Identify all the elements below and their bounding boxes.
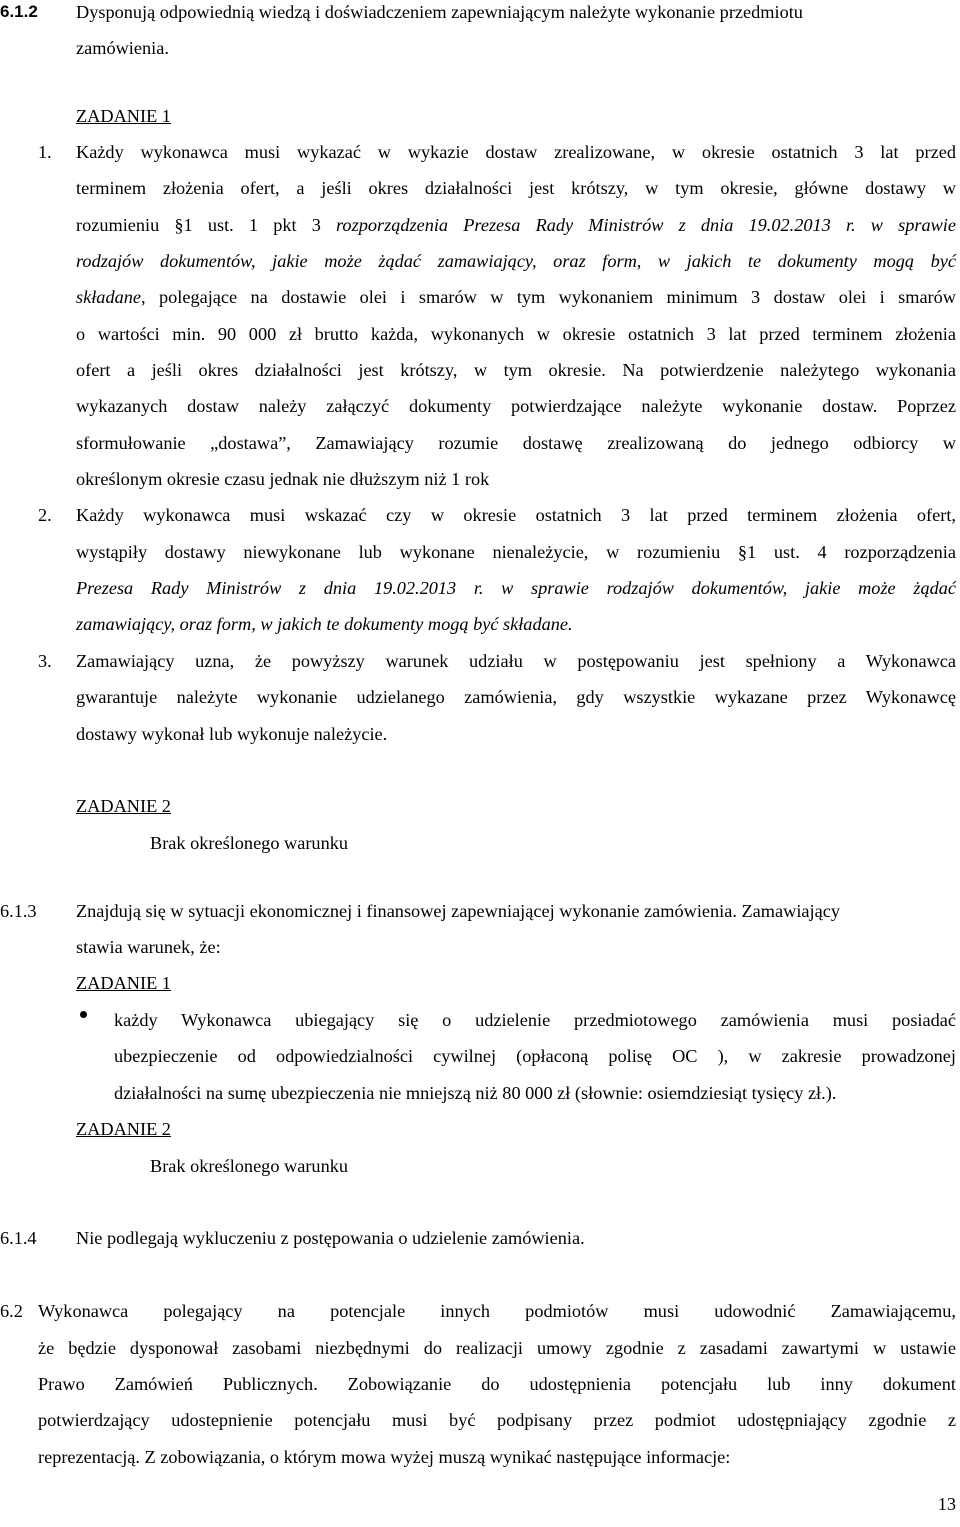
- section-6-2-line-2: że będzie dysponował zasobami niezbędnymi do realizacji umowy zgodnie z zasadami zawartymi w ustawie: [38, 1338, 956, 1358]
- section-6-1-2-line-1: Dysponują odpowiednią wiedzą i doświadczeniem zapewniającym należyte wykonanie przedmiotu: [76, 2, 803, 22]
- item-1-line-4: rodzajów dokumentów, jakie może żądać zamawiający, oraz form, w jakich te dokumenty mogą być: [76, 251, 956, 271]
- bullet-item-line-2: ubezpieczenie od odpowiedzialności cywilnej (opłaconą polisę OC ), w zakresie prowadzonej: [114, 1046, 956, 1066]
- section-6-1-2-line-2: zamówienia.: [76, 38, 169, 58]
- item-2-line-4: zamawiający, oraz form, w jakich te dokumenty mogą być składane.: [76, 614, 573, 634]
- section-6-1-3-line-2: stawia warunek, że:: [76, 937, 221, 957]
- zadanie-1-heading: ZADANIE 1: [76, 106, 171, 126]
- item-1-line-9: sformułowanie „dostawa”, Zamawiający rozumie dostawę zrealizowaną do jednego odbiorcy w: [76, 433, 956, 453]
- item-2-line-3: Prezesa Rady Ministrów z dnia 19.02.2013 r. w sprawie rodzajów dokumentów, jakie może żądać: [76, 578, 956, 598]
- item-2-line-2: wystąpiły dostawy niewykonane lub wykonane nienależycie, w rozumieniu §1 ust. 4 rozporządzenia: [76, 542, 956, 562]
- item-1-line-3: rozumieniu §1 ust. 1 pkt 3 rozporządzenia Prezesa Rady Ministrów z dnia 19.02.2013 r. w sprawie: [76, 215, 956, 235]
- item-3-line-2: gwarantuje należyte wykonanie udzielanego zamówienia, gdy wszystkie wykazane przez Wykonawcę: [76, 687, 956, 707]
- item-1-line-5: składane, polegające na dostawie olei i smarów w tym wykonaniem minimum 3 dostaw olei i smarów: [76, 287, 956, 307]
- zadanie-2-heading: ZADANIE 2: [76, 796, 171, 816]
- list-marker-3: 3.: [38, 651, 52, 671]
- item-1-line-2: terminem złożenia ofert, a jeśli okres działalności jest krótszy, w tym okresie, główne dostawy w: [76, 178, 956, 198]
- list-marker-2: 2.: [38, 505, 52, 525]
- section-6-2-line-5: reprezentacją. Z zobowiązania, o którym mowa wyżej muszą wynikać następujące informacje:: [38, 1447, 731, 1467]
- zadanie-1-heading-2: ZADANIE 1: [76, 973, 171, 993]
- section-number-6-1-4: 6.1.4: [0, 1228, 37, 1248]
- page-number: 13: [937, 1494, 956, 1514]
- bullet-item-line-3: działalności na sumę ubezpieczenia nie mniejszą niż 80 000 zł (słownie: osiemdziesiąt tysięcy zł.).: [114, 1083, 837, 1103]
- section-6-1-4-text: Nie podlegają wykluczeniu z postępowania o udzielenie zamówienia.: [76, 1228, 585, 1248]
- list-marker-1: 1.: [38, 142, 52, 162]
- zadanie-2-heading-2: ZADANIE 2: [76, 1119, 171, 1139]
- item-1-line-1: Każdy wykonawca musi wykazać w wykazie dostaw zrealizowane, w okresie ostatnich 3 lat przed: [76, 142, 956, 162]
- section-number-6-2: 6.2: [0, 1301, 23, 1321]
- item-1-line-6: o wartości min. 90 000 zł brutto każda, wykonanych w okresie ostatnich 3 lat przed terminem złożenia: [76, 324, 956, 344]
- bullet-item-line-1: każdy Wykonawca ubiegający się o udzielenie przedmiotowego zamówienia musi posiadać: [114, 1010, 956, 1030]
- item-1-line-7: ofert a jeśli okres działalności jest krótszy, w tym okresie. Na potwierdzenie należytego wykonania: [76, 360, 956, 380]
- zadanie-2-text: Brak określonego warunku: [150, 833, 348, 853]
- section-6-2-line-3: Prawo Zamówień Publicznych. Zobowiązanie do udostępnienia potencjału lub inny dokument: [38, 1374, 956, 1394]
- section-number-6-1-3: 6.1.3: [0, 901, 37, 921]
- item-1-line-8: wykazanych dostaw należy załączyć dokumenty potwierdzające należyte wykonanie dostaw. Poprzez: [76, 396, 956, 416]
- section-number-6-1-2: 6.1.2: [0, 2, 38, 21]
- item-3-line-1: Zamawiający uzna, że powyższy warunek udziału w postępowaniu jest spełniony a Wykonawca: [76, 651, 956, 671]
- item-3-line-3: dostawy wykonał lub wykonuje należycie.: [76, 724, 388, 744]
- section-6-2-line-4: potwierdzający udostepnienie potencjału musi być podpisany przez podmiot udostępniający zgodnie z: [38, 1410, 956, 1430]
- zadanie-2-text-2: Brak określonego warunku: [150, 1156, 348, 1176]
- section-6-2-line-1: Wykonawca polegający na potencjale innych podmiotów musi udowodnić Zamawiającemu,: [38, 1301, 956, 1321]
- bullet-icon: [80, 1011, 87, 1018]
- section-6-1-3-line-1: Znajdują się w sytuacji ekonomicznej i finansowej zapewniającej wykonanie zamówienia. Zamawiający: [76, 901, 840, 921]
- item-1-line-10: określonym okresie czasu jednak nie dłuższym niż 1 rok: [76, 469, 490, 489]
- item-2-line-1: Każdy wykonawca musi wskazać czy w okresie ostatnich 3 lat przed terminem złożenia ofert,: [76, 505, 956, 525]
